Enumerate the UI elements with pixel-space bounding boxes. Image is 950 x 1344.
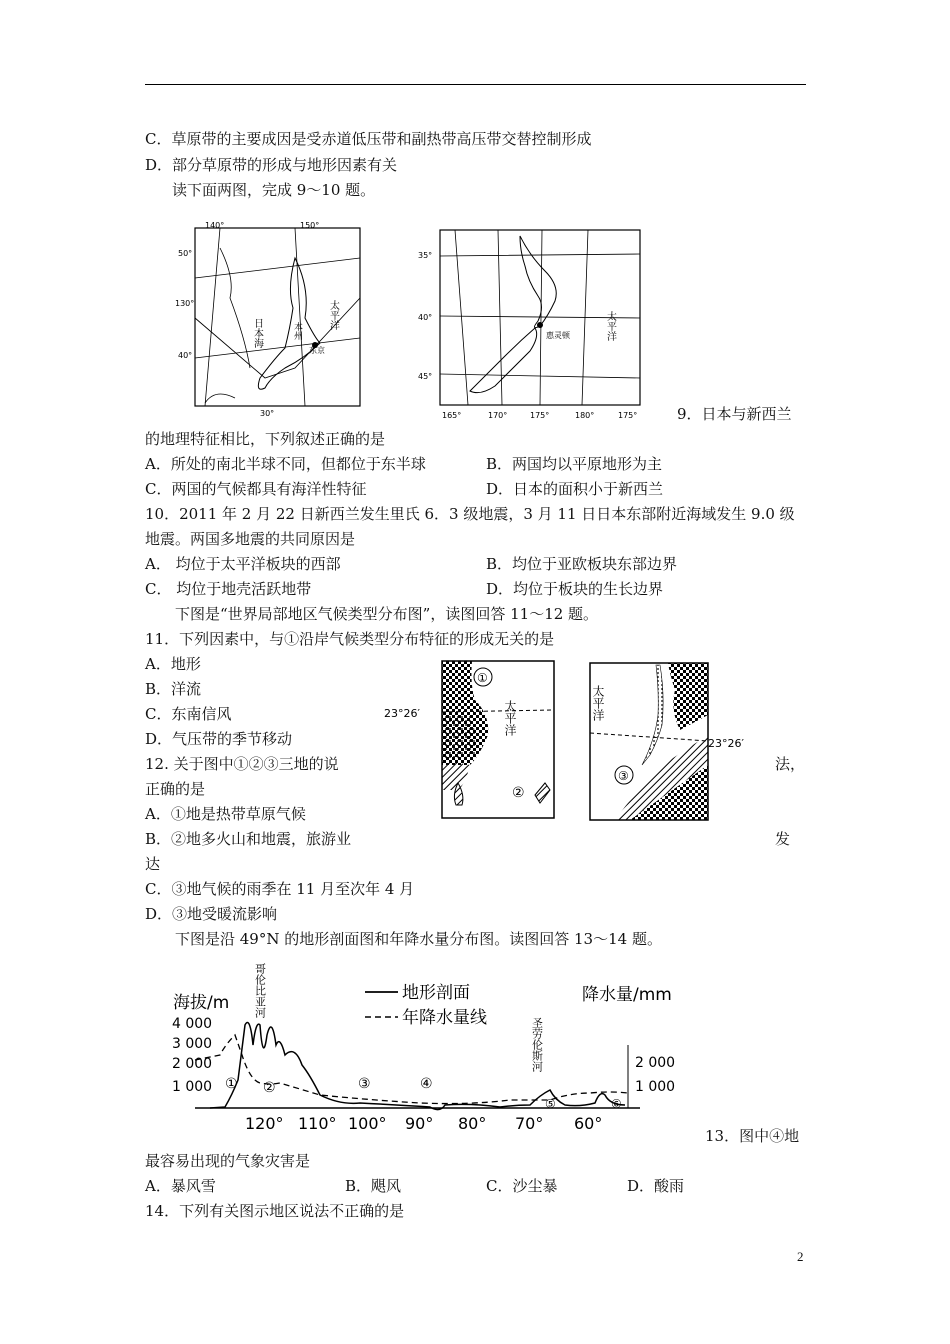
q10-option-d: D．均位于板块的生长边界 <box>486 580 664 598</box>
q10-option-a: A． 均位于太平洋板块的西部 <box>145 555 341 573</box>
intro-q9-10: 读下面两图，完成 9～10 题。 <box>172 181 376 199</box>
japan-map <box>175 218 365 418</box>
profile-marker-4: ④ <box>420 1076 433 1092</box>
q10-stem-a: 10．2011 年 2 月 22 日新西兰发生里氏 6．3 级地震，3 月 11 日日本东部附近海域发生 9.0 级 <box>145 505 795 523</box>
ytick-3000: 3 000 <box>172 1036 213 1052</box>
tropic-line-right <box>590 733 708 741</box>
q12-option-c: C．③地气候的雨季在 11 月至次年 4 月 <box>145 880 415 898</box>
intro-q11-12: 下图是“世界局部地区气候类型分布图”，读图回答 11～12 题。 <box>175 605 599 623</box>
legend-rain: 年降水量线 <box>402 1008 487 1028</box>
q10-stem-b: 地震。两国多地震的共同原因是 <box>145 530 356 548</box>
q14-stem: 14．下列有关图示地区说法不正确的是 <box>145 1202 405 1220</box>
q12-stem-b: 正确的是 <box>145 780 206 798</box>
climate-right-zone-1 <box>668 663 708 730</box>
xtick-60: 60° <box>574 1114 603 1133</box>
q12-stem-a-end: 法， <box>775 755 806 773</box>
climate-left-zone-2 <box>442 715 476 760</box>
ytick-2000: 2 000 <box>172 1056 213 1072</box>
page-number: 2 <box>797 1249 804 1264</box>
q9-stem-b: 的地理特征相比，下列叙述正确的是 <box>145 430 386 448</box>
lon-140-label: 140° <box>205 221 225 230</box>
ytick-1000: 1 000 <box>172 1079 213 1095</box>
xtick-110: 110° <box>298 1114 337 1133</box>
q12-stem-a: 12. 关于图中①②③三地的说 <box>145 755 339 773</box>
bottom-30-label: 30° <box>260 409 275 418</box>
q10-option-c: C． 均位于地壳活跃地带 <box>145 580 312 598</box>
lon-170-label: 170° <box>488 411 508 420</box>
q13-stem-b: 最容易出现的气象灾害是 <box>145 1152 311 1170</box>
q11-stem: 11．下列因素中，与①沿岸气候类型分布特征的形成无关的是 <box>145 630 555 648</box>
lat-40-label: 40° <box>178 351 193 360</box>
intro-q13-14: 下图是沿 49°N 的地形剖面图和年降水量分布图。读图回答 13～14 题。 <box>175 930 662 948</box>
q9-option-b: B．两国均以平原地形为主 <box>486 455 663 473</box>
q9-option-a: A．所处的南北半球不同，但都位于东半球 <box>145 455 426 473</box>
q12-option-d: D．③地受暖流影响 <box>145 905 278 923</box>
xtick-90: 90° <box>405 1114 434 1133</box>
precipitation-line <box>195 1035 628 1104</box>
profile-marker-6: ⑥ <box>611 1097 622 1111</box>
xtick-80: 80° <box>458 1114 487 1133</box>
honshu-label: 本州 <box>292 322 302 340</box>
y2-axis-label: 降水量/mm <box>582 985 672 1005</box>
y2tick-1000: 1 000 <box>635 1079 676 1095</box>
q12-option-b: B．②地多火山和地震，旅游业 <box>145 830 352 848</box>
q9-option-d: D．日本的面积小于新西兰 <box>486 480 664 498</box>
q13-option-b: B．飓风 <box>345 1177 402 1195</box>
q11-option-c: C．东南信风 <box>145 705 232 723</box>
marker-1: ① <box>477 671 488 685</box>
columbia-river-label: 哥伦比亚河 <box>253 963 267 1018</box>
marker-3: ③ <box>618 769 629 783</box>
tropic-label-left: 23°26′ <box>384 707 420 720</box>
lat-50-label: 50° <box>178 249 193 258</box>
profile-marker-3: ③ <box>358 1076 371 1092</box>
climate-right-coast <box>642 665 663 765</box>
q12-option-b-end: 发 <box>775 830 791 848</box>
header-rule <box>145 84 806 85</box>
q13-option-c: C．沙尘暴 <box>486 1177 558 1195</box>
q11-option-d: D．气压带的季节移动 <box>145 730 293 748</box>
wellington-dot <box>537 322 543 328</box>
xtick-120: 120° <box>245 1114 284 1133</box>
q11-option-b: B．洋流 <box>145 680 202 698</box>
q9-option-c: C．两国的气候都具有海洋性特征 <box>145 480 367 498</box>
q13-option-a: A．暴风雪 <box>145 1177 216 1195</box>
lon-165-label: 165° <box>442 411 462 420</box>
lat-45-label: 45° <box>418 372 433 381</box>
lat-35-label: 35° <box>418 251 433 260</box>
option-c-grassland: C．草原带的主要成因是受赤道低压带和副热带高压带交替控制形成 <box>145 130 592 148</box>
lat-40-label-nz: 40° <box>418 313 433 322</box>
option-d-grassland: D．部分草原带的形成与地形因素有关 <box>145 156 398 174</box>
climate-left-zone-3 <box>442 760 470 790</box>
wellington-label: 惠灵顿 <box>546 331 570 340</box>
tokyo-label: 东京 <box>309 346 325 355</box>
q10-option-b: B．均位于亚欧板块东部边界 <box>486 555 678 573</box>
q9-stem-a: 9．日本与新西兰 <box>677 405 792 423</box>
pacific-label-jp: 太平洋 <box>327 300 339 330</box>
q12-option-a: A．①地是热带草原气候 <box>145 805 306 823</box>
climate-zone-2-shape <box>535 783 550 803</box>
q13-option-d: D．酸雨 <box>627 1177 685 1195</box>
pacific-label-left: 太平洋 <box>503 700 517 736</box>
xtick-100: 100° <box>348 1114 387 1133</box>
ytick-4000: 4 000 <box>172 1016 213 1032</box>
nz-map <box>410 226 645 421</box>
marker-2: ② <box>512 785 525 801</box>
q11-option-a: A．地形 <box>145 655 201 673</box>
tropic-label-right: 23°26′ <box>708 737 744 750</box>
lat-130-label: 130° <box>175 299 195 308</box>
pacific-label-nz: 太平洋 <box>604 311 616 341</box>
lon-175-label: 175° <box>530 411 550 420</box>
lon-180-label: 180° <box>575 411 595 420</box>
y2tick-2000: 2 000 <box>635 1055 676 1071</box>
legend-terrain: 地形剖面 <box>402 983 470 1003</box>
q12-option-b-cont: 达 <box>145 855 161 873</box>
lon-175w-label: 175° <box>618 411 638 420</box>
profile-marker-5: ⑤ <box>545 1097 556 1111</box>
sea-of-japan-label: 日本海 <box>251 318 263 348</box>
lon-150-label: 150° <box>300 221 320 230</box>
profile-chart <box>170 955 700 1140</box>
q13-stem-a: 13．图中④地 <box>705 1127 800 1145</box>
xtick-70: 70° <box>515 1114 544 1133</box>
y-axis-label: 海拔/m <box>173 993 230 1013</box>
profile-marker-2: ② <box>263 1080 276 1096</box>
south-island <box>470 328 537 393</box>
pacific-label-right: 太平洋 <box>591 685 605 721</box>
climate-map <box>380 655 800 825</box>
st-lawrence-label: 圣劳伦斯河 <box>530 1017 544 1072</box>
profile-marker-1: ① <box>225 1076 238 1092</box>
north-island <box>520 236 556 328</box>
